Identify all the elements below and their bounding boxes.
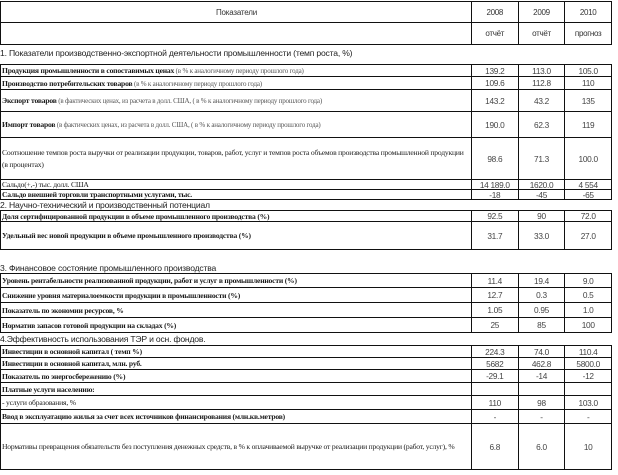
row-label-text: [2, 291, 240, 300]
row-label-main: Инвестиции в основной капитал ( темп %): [2, 347, 142, 356]
value-cell-2009: 1620.0: [519, 180, 566, 190]
value-cell-2009: -: [519, 410, 566, 424]
value-cell-2008: [472, 383, 519, 396]
value-cell-2009: 112.8: [519, 77, 566, 90]
table-row: [0, 424, 612, 470]
row-label: [0, 273, 472, 288]
value-cell-2008: -29.1: [472, 370, 519, 383]
section-title: 2. Научно-технический и производственный потенциал: [0, 200, 210, 210]
value-cell-2009: 0.95: [519, 303, 566, 318]
row-label-text: [2, 441, 454, 453]
header-indicators: Показатели: [0, 1, 472, 23]
row-label-main: Доля сертифицированной продукции в объеме промышленного производства (%): [2, 211, 270, 221]
value-cell-2008: 11.4: [472, 273, 519, 288]
value-cell-2009: -14: [519, 370, 566, 383]
row-label-text: [2, 190, 192, 199]
row-label: [0, 138, 472, 180]
value-cell-2009: 62.3: [519, 112, 566, 138]
row-label-main: Продукция промышленности в сопоставимых ценах: [2, 66, 175, 75]
row-label-main: Показатель по энергосбережению (%): [2, 371, 126, 381]
value-cell-2010: 9.0: [565, 273, 612, 288]
value-cell-2009: 462.8: [519, 358, 566, 370]
value-cell-2010: 110.4: [565, 345, 612, 358]
header-row-years: [0, 1, 612, 23]
table-row: [0, 90, 612, 112]
header-row-kinds: [0, 23, 612, 45]
value-cell-2009: 74.0: [519, 345, 566, 358]
row-label-text: [2, 120, 321, 129]
value-cell-2008: 31.7: [472, 222, 519, 250]
row-label: [0, 396, 472, 410]
row-label-text: [2, 180, 89, 189]
header-kind-2010: прогноз: [565, 23, 612, 45]
value-cell-2009: 85: [519, 318, 566, 333]
row-label-main: Платные услуги населению:: [2, 384, 95, 394]
table-row: [0, 210, 612, 222]
table-row: [0, 410, 612, 424]
row-label: [0, 112, 472, 138]
row-label: [0, 288, 472, 303]
value-cell-2010: 0.5: [565, 288, 612, 303]
row-label-note: Соотношение темпов роста выручки от реализации продукции, товаров, работ, услуг и темпов роста объемов производства промышленной продукции (в процентах): [2, 147, 464, 169]
row-label: [0, 303, 472, 318]
table-row: [0, 345, 612, 358]
value-cell-2008: 143.2: [472, 90, 519, 112]
row-label-note: (в фактических ценах, из расчета в долл. США, ( в % к аналогичному периоду прошлого года): [56, 97, 322, 105]
header-kind-2008: отчёт: [472, 23, 519, 45]
value-cell-2008: 1.05: [472, 303, 519, 318]
table-row: [0, 383, 612, 396]
value-cell-2010: 103.0: [565, 396, 612, 410]
table-row: [0, 396, 612, 410]
header-empty: [0, 23, 472, 45]
row-label-note: Нормативы превращения обязательств без поступления денежных средств, в % к оплачиваемой выручке от реализации продукции (работ, услуг), %: [2, 441, 455, 451]
row-label-main: Производство потребительских товаров: [2, 78, 133, 88]
row-label: [0, 222, 472, 250]
table-row: [0, 190, 612, 200]
row-label-text: [2, 372, 125, 381]
section-title: 3. Финансовое состояние промышленного производства: [0, 263, 217, 273]
row-label: [0, 64, 472, 77]
value-cell-2009: 6.0: [519, 424, 566, 470]
value-cell-2010: -12: [565, 370, 612, 383]
row-label: [0, 410, 472, 424]
value-cell-2010: 100: [565, 318, 612, 333]
row-label-main: Ввод в эксплуатацию жилья за счет всех источников финансирования (млн.кв.метров): [2, 412, 285, 421]
row-label: [0, 383, 472, 396]
value-cell-2010: 10: [565, 424, 612, 470]
value-cell-2010: 110: [565, 77, 612, 90]
value-cell-2009: 0.3: [519, 288, 566, 303]
row-label-text: [2, 306, 124, 315]
value-cell-2009: 19.4: [519, 273, 566, 288]
value-cell-2008: 110: [472, 396, 519, 410]
row-label-text: [2, 276, 297, 285]
row-label: [0, 370, 472, 383]
header-year-2010: 2010: [565, 1, 612, 23]
value-cell-2008: 14 189.0: [472, 180, 519, 190]
row-label-main: Инвестиции в основной капитал, млн. руб.: [2, 359, 142, 368]
value-cell-2008: 139.2: [472, 64, 519, 77]
row-label-note: Сальдо(+,-) тыс. долл. США: [2, 180, 89, 189]
value-cell-2010: 72.0: [565, 210, 612, 222]
value-cell-2008: 92.5: [472, 210, 519, 222]
value-cell-2010: 100.0: [565, 138, 612, 180]
table-row: [0, 77, 612, 90]
row-label: [0, 77, 472, 90]
row-label-text: [2, 347, 142, 356]
row-label-text: [2, 96, 322, 105]
header-kind-2009: отчёт: [519, 23, 566, 45]
row-label: [0, 90, 472, 112]
value-cell-2010: 1.0: [565, 303, 612, 318]
row-label-main: Уровень рентабельности реализованной продукции, работ и услуг в промышленности (%): [2, 276, 297, 285]
value-cell-2008: 12.7: [472, 288, 519, 303]
value-cell-2010: [565, 383, 612, 396]
row-label-text: [2, 385, 95, 394]
value-cell-2010: 105.0: [565, 64, 612, 77]
row-label-text: [2, 321, 176, 330]
row-label-note: - услуги образования, %: [2, 398, 76, 407]
row-label-main: Экспорт товаров: [2, 96, 57, 105]
header-year-2009: 2009: [519, 1, 566, 23]
value-cell-2008: 5682: [472, 358, 519, 370]
value-cell-2010: 135: [565, 90, 612, 112]
row-label-note: (в % к аналогичному периоду прошлого года): [174, 67, 304, 75]
table-row: [0, 303, 612, 318]
row-label-text: [2, 412, 285, 421]
value-cell-2010: 5800.0: [565, 358, 612, 370]
value-cell-2008: 6.8: [472, 424, 519, 470]
row-label-main: Удельный вес новой продукции в объеме промышленного производства (%): [2, 231, 251, 240]
table-row: [0, 180, 612, 190]
row-label-main: Снижение уровня материалоемкости продукции в промышленности (%): [2, 290, 241, 300]
table-row: [0, 370, 612, 383]
row-label-text: [2, 231, 251, 240]
row-label-text: [2, 398, 76, 407]
value-cell-2008: 224.3: [472, 345, 519, 358]
row-label-text: [2, 147, 471, 171]
row-label-text: [2, 66, 304, 75]
row-label: [0, 424, 472, 470]
value-cell-2009: 43.2: [519, 90, 566, 112]
table-row: [0, 138, 612, 180]
value-cell-2010: 119: [565, 112, 612, 138]
row-label-text: [2, 359, 142, 368]
value-cell-2010: -65: [565, 190, 612, 200]
row-label: [0, 345, 472, 358]
table-row: [0, 112, 612, 138]
row-label-main: Сальдо внешней торговли транспортными услугами, тыс.: [2, 190, 192, 199]
table-row: [0, 318, 612, 333]
value-cell-2008: 190.0: [472, 112, 519, 138]
value-cell-2010: -: [565, 410, 612, 424]
table-row: [0, 288, 612, 303]
row-label-main: Импорт товаров: [2, 120, 56, 129]
row-label-text: [2, 212, 269, 221]
section-title: 1. Показатели производственно-экспортной деятельности промышленности (темп роста, %): [0, 48, 353, 58]
value-cell-2009: 71.3: [519, 138, 566, 180]
table-row: [0, 358, 612, 370]
value-cell-2008: 109.6: [472, 77, 519, 90]
row-label-main: Показатель по экономии ресурсов, %: [2, 305, 124, 315]
row-label: [0, 358, 472, 370]
row-label-note: (в фактических ценах, из расчета в долл. США, ( в % к аналогичному периоду прошлого года): [55, 121, 321, 129]
value-cell-2008: 25: [472, 318, 519, 333]
table-row: [0, 222, 612, 250]
value-cell-2009: 33.0: [519, 222, 566, 250]
value-cell-2009: 113.0: [519, 64, 566, 77]
table-row: [0, 273, 612, 288]
value-cell-2009: 98: [519, 396, 566, 410]
table-row: [0, 64, 612, 77]
value-cell-2009: -45: [519, 190, 566, 200]
header-year-2008: 2008: [472, 1, 519, 23]
row-label: [0, 210, 472, 222]
value-cell-2009: [519, 383, 566, 396]
value-cell-2008: 98.6: [472, 138, 519, 180]
section-title: 4.Эффективность использования ТЭР и осн. фондов.: [0, 334, 206, 344]
value-cell-2009: 90: [519, 210, 566, 222]
value-cell-2008: -: [472, 410, 519, 424]
row-label: [0, 180, 472, 190]
value-cell-2010: 4 554: [565, 180, 612, 190]
value-cell-2010: 27.0: [565, 222, 612, 250]
row-label-main: Норматив запасов готовой продукции на складах (%): [2, 320, 177, 330]
row-label-note: (в % к аналогичному периоду прошлого года): [132, 79, 262, 88]
row-label: [0, 190, 472, 200]
value-cell-2008: -18: [472, 190, 519, 200]
row-label-text: [2, 79, 262, 88]
row-label: [0, 318, 472, 333]
